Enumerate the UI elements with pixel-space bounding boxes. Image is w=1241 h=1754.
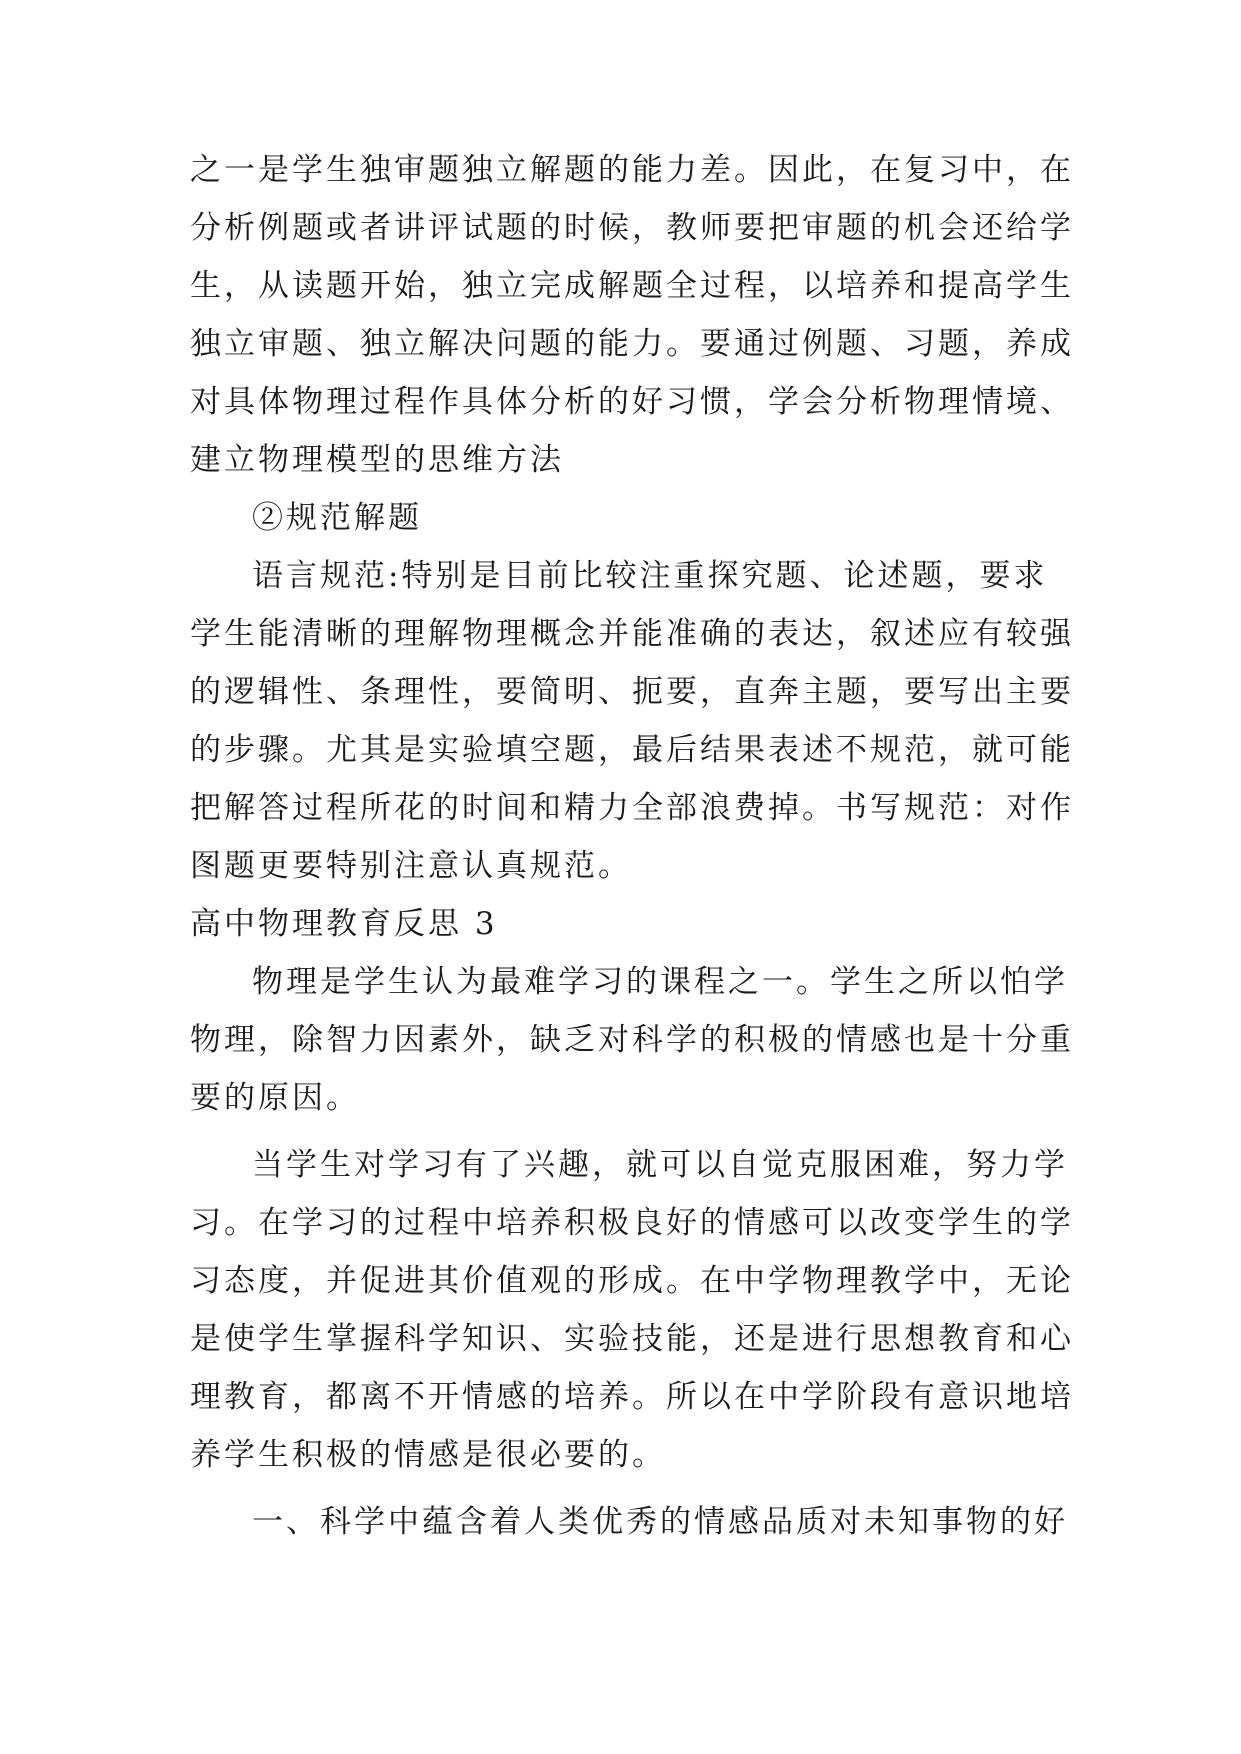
paragraph-line: 一、科学中蕴含着人类优秀的情感品质对未知事物的好 [252, 1504, 1068, 1540]
paragraph-line: 养学生积极的情感是很必要的。 [190, 1437, 666, 1473]
section-subheading: ②规范解题 [252, 500, 422, 536]
paragraph-line: 建立物理模型的思维方法 [190, 442, 564, 478]
paragraph-line: 物理，除智力因素外，缺乏对科学的积极的情感也是十分重 [190, 1022, 1074, 1058]
paragraph-line: 当学生对学习有了兴趣，就可以自觉克服困难，努力学 [252, 1147, 1068, 1183]
paragraph-line: 理教育，都离不开情感的培养。所以在中学阶段有意识地培 [190, 1379, 1074, 1415]
paragraph-line: 习态度，并促进其价值观的形成。在中学物理教学中，无论 [190, 1263, 1074, 1299]
paragraph-line: 对具体物理过程作具体分析的好习惯，学会分析物理情境、 [190, 384, 1074, 420]
paragraph-line: 之一是学生独审题独立解题的能力差。因此，在复习中，在 [190, 152, 1074, 188]
paragraph-line: 的步骤。尤其是实验填空题，最后结果表述不规范，就可能 [190, 732, 1074, 768]
paragraph-line: 图题更要特别注意认真规范。 [190, 848, 632, 884]
paragraph-line: 生，从读题开始，独立完成解题全过程，以培养和提高学生 [190, 268, 1074, 304]
paragraph-line: 的逻辑性、条理性，要简明、扼要，直奔主题，要写出主要 [190, 674, 1074, 710]
section-heading: 高中物理教育反思 3 [190, 906, 498, 942]
paragraph-line: 分析例题或者讲评试题的时候，教师要把审题的机会还给学 [190, 210, 1074, 246]
paragraph-line: 物理是学生认为最难学习的课程之一。学生之所以怕学 [252, 964, 1068, 1000]
paragraph-line: 要的原因。 [190, 1080, 360, 1116]
paragraph-line: 独立审题、独立解决问题的能力。要通过例题、习题，养成 [190, 326, 1074, 362]
paragraph-line: 学生能清晰的理解物理概念并能准确的表达，叙述应有较强 [190, 616, 1074, 652]
paragraph-line: 习。在学习的过程中培养积极良好的情感可以改变学生的学 [190, 1205, 1074, 1241]
paragraph-line: 语言规范:特别是目前比较注重探究题、论述题，要求 [252, 558, 1048, 594]
paragraph-line: 把解答过程所花的时间和精力全部浪费掉。书写规范：对作 [190, 790, 1074, 826]
paragraph-line: 是使学生掌握科学知识、实验技能，还是进行思想教育和心 [190, 1321, 1074, 1357]
